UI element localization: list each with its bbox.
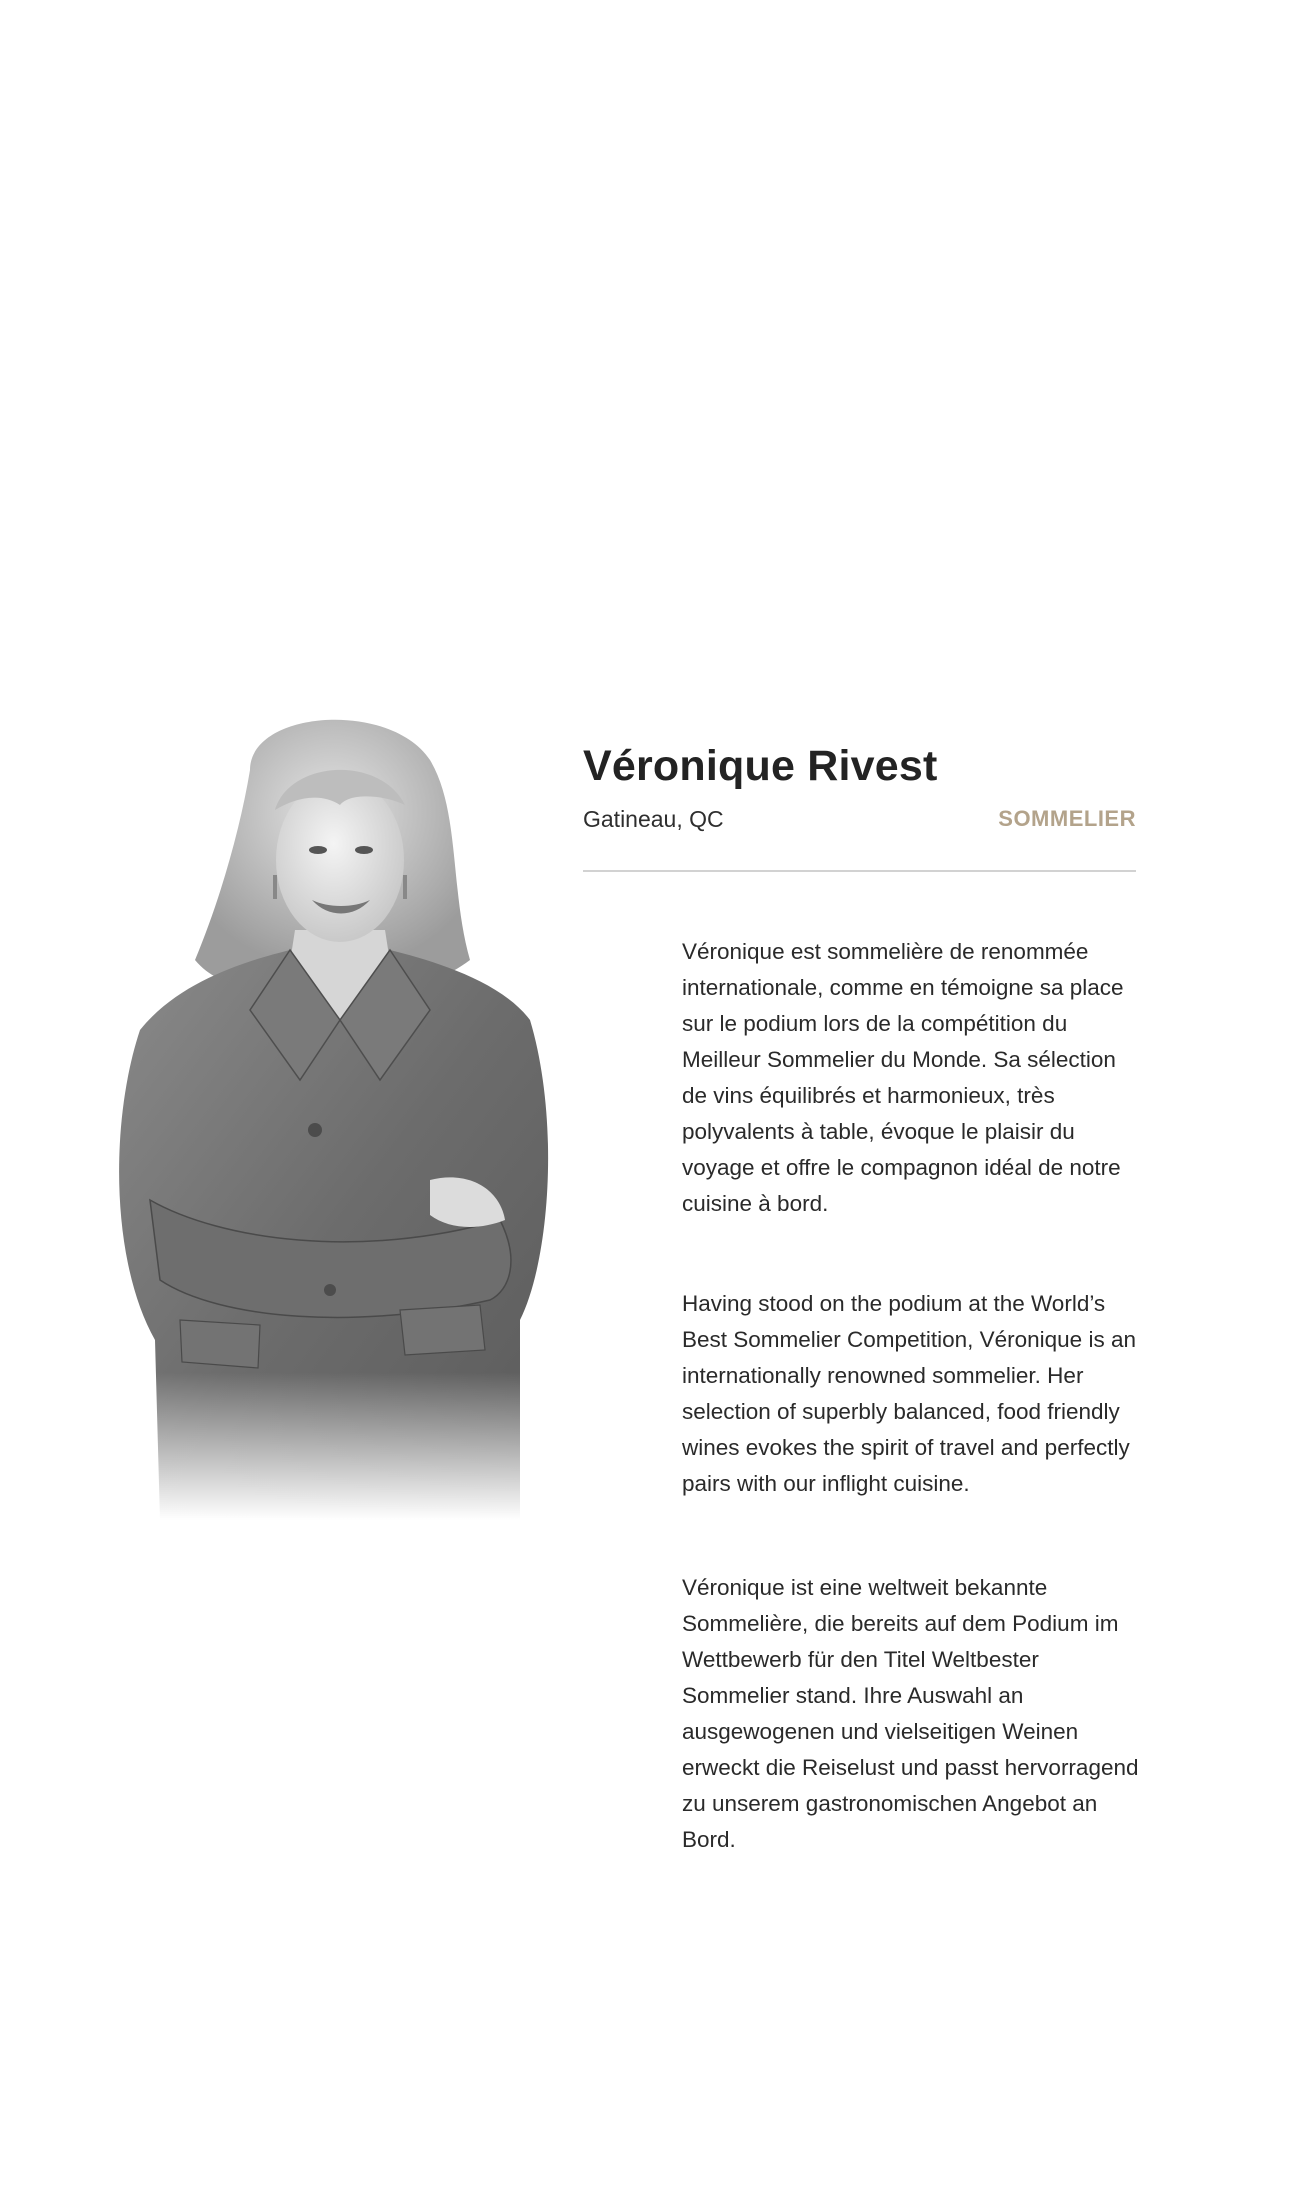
person-name: Véronique Rivest [583, 742, 938, 790]
person-location: Gatineau, QC [583, 806, 724, 832]
portrait-illustration [100, 700, 560, 1520]
bio-english: Having stood on the podium at the World’s Best Sommelier Competition, Véronique is an internationally renowned sommelier. Her selection of superbly balanced, food friendly wines evokes the spirit of travel and perfectly pairs with our inflight cuisine. [682, 1291, 1136, 1496]
bio-german: Véronique ist eine weltweit bekannte Sommelière, die bereits auf dem Podium im Wettbewerb für den Titel Weltbester Sommelier stand. Ihre Auswahl an ausgewogenen und vielseitigen Weinen erweckt die Reiselust und passt hervorragend zu unserem gastronomischen Angebot an Bord. [682, 1575, 1139, 1852]
divider [583, 870, 1136, 872]
bio-french: Véronique est sommelière de renommée internationale, comme en témoigne sa place sur le podium lors de la compétition du Meilleur Sommelier du Monde. Sa sélection de vins équilibrés et harmonieux, très polyvalents à table, évoque le plaisir du voyage et offre le compagnon idéal de notre cuisine à bord. [682, 939, 1124, 1216]
person-role: SOMMELIER [998, 806, 1136, 831]
